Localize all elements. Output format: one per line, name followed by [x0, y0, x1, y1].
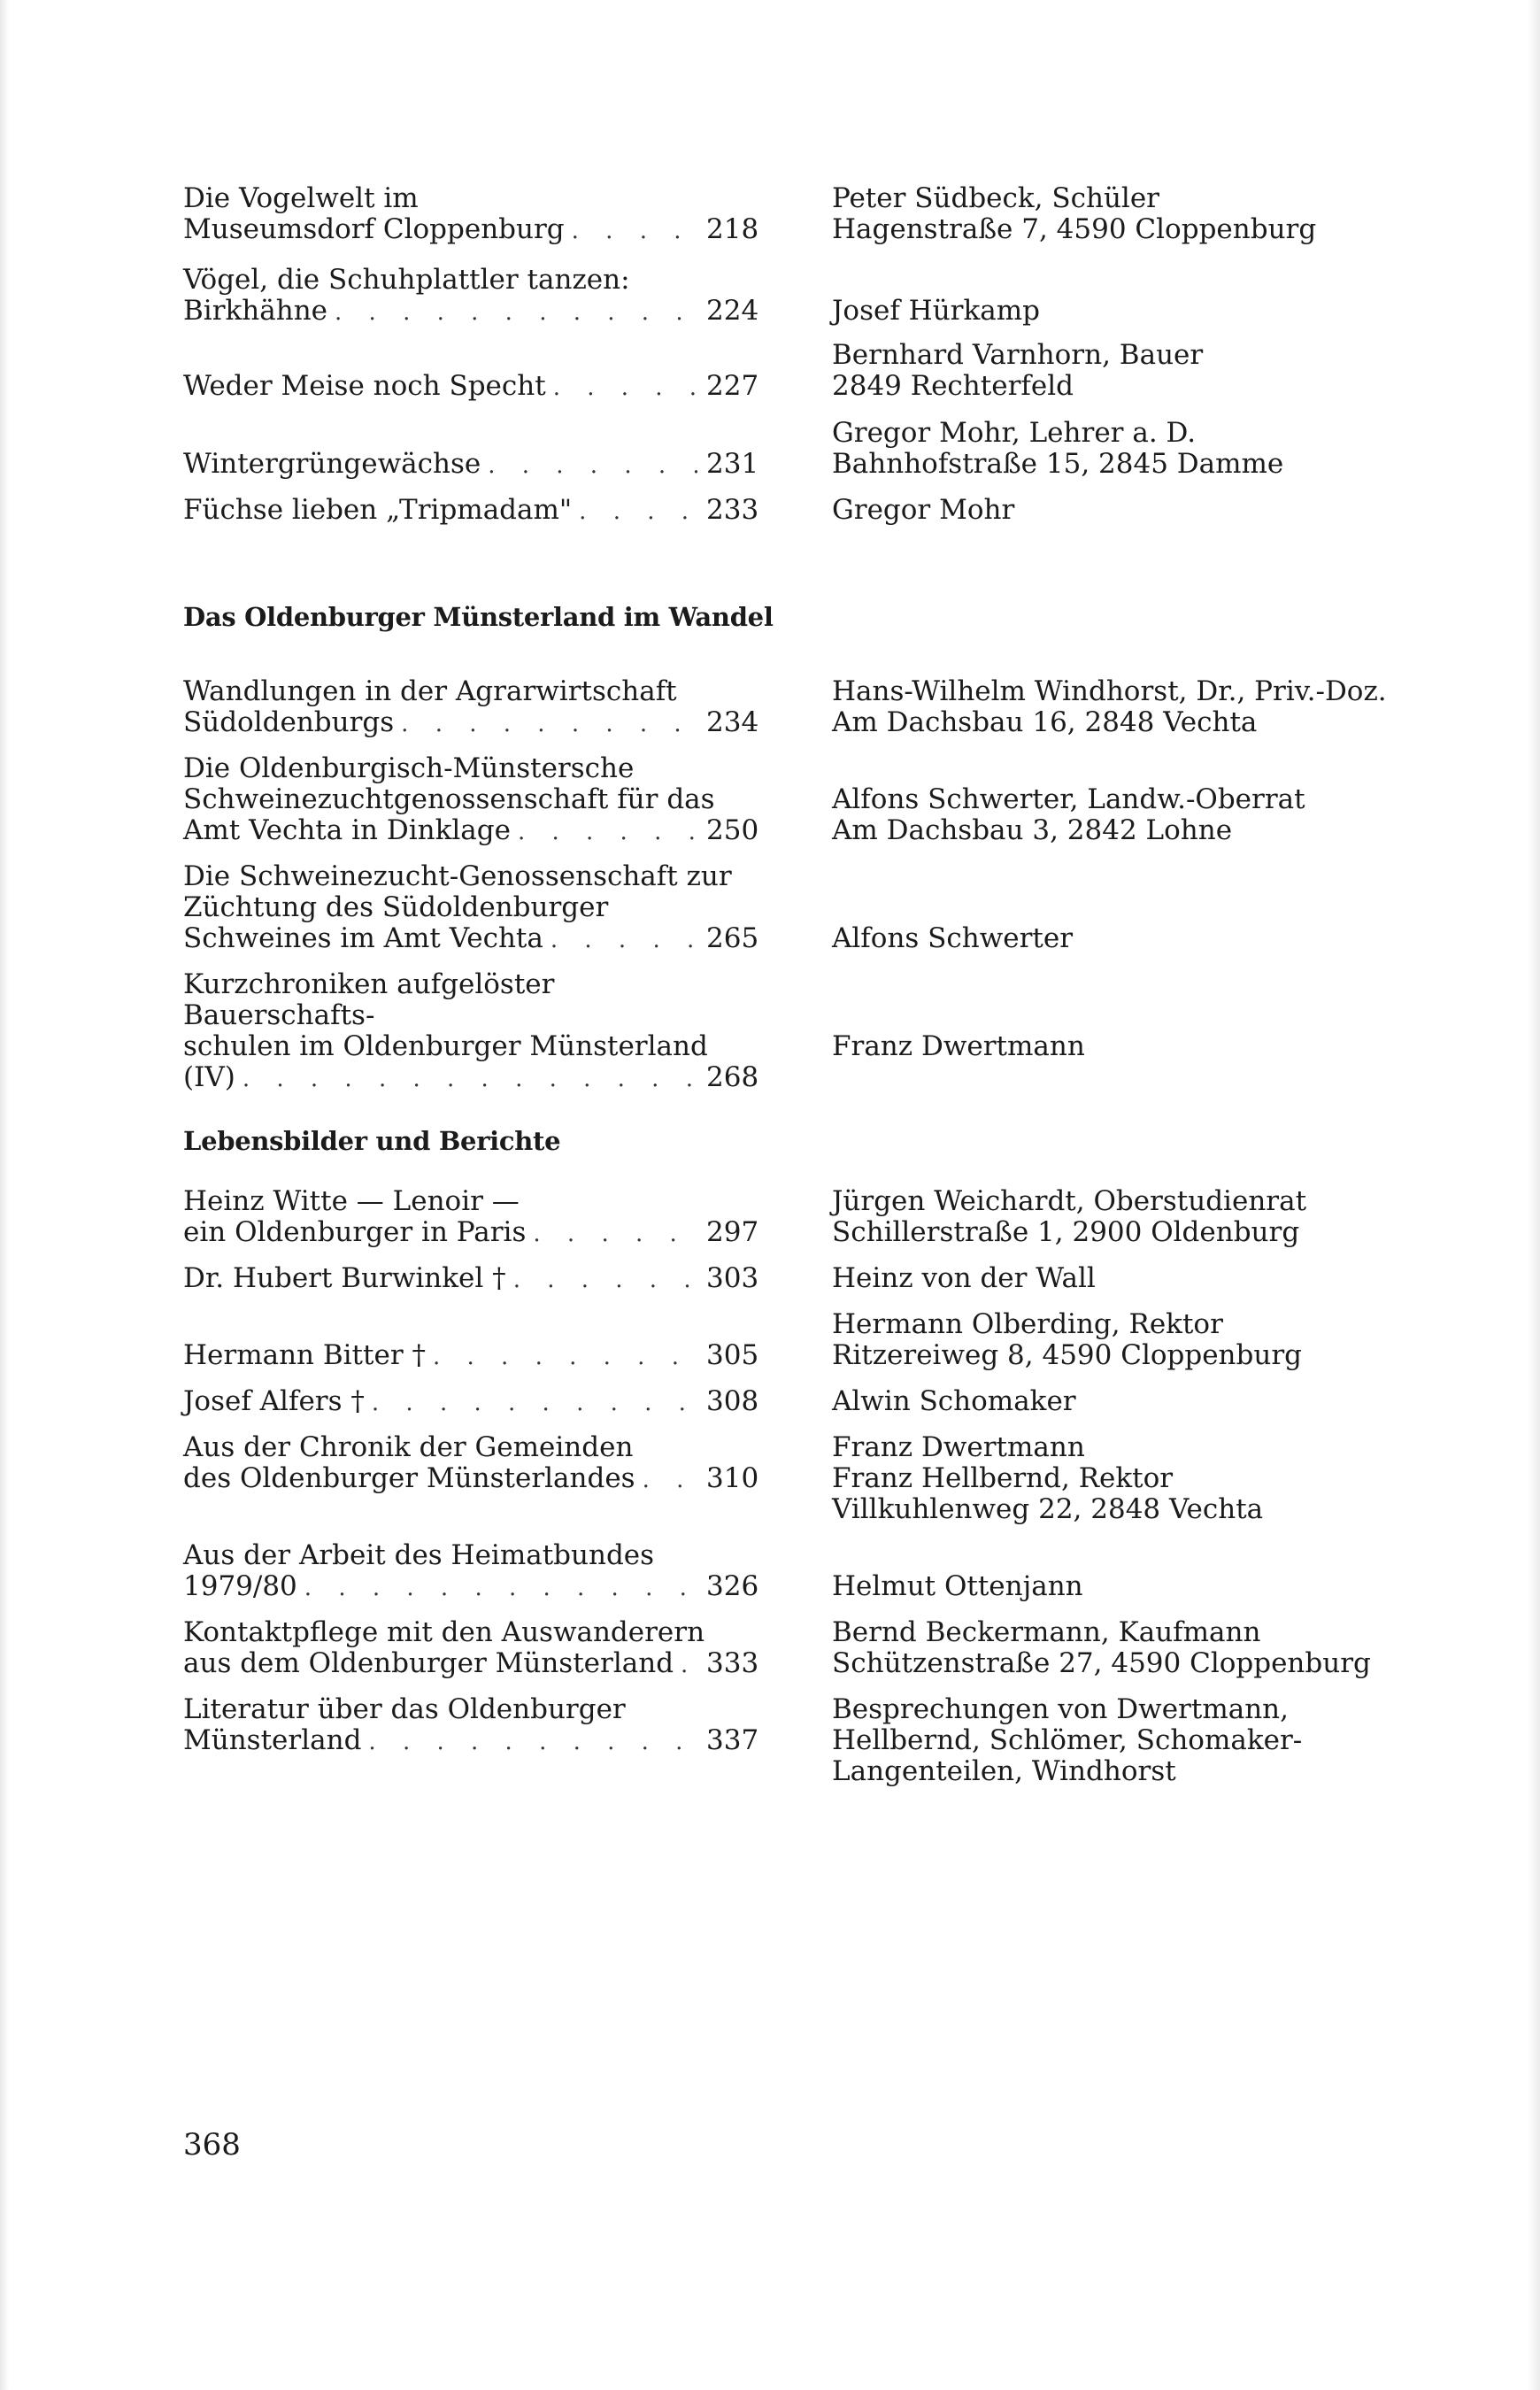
- page-ref: 337: [706, 1724, 759, 1756]
- author-line: Bernhard Varnhorn, Bauer: [832, 339, 1204, 371]
- author-line: Franz Hellbernd, Rektor: [832, 1462, 1174, 1494]
- page-ref: 305: [706, 1339, 759, 1371]
- author-line: Franz Dwertmann: [832, 1030, 1085, 1062]
- entry-author: [832, 183, 1443, 245]
- title-line: Züchtung des Südoldenburger: [183, 891, 609, 923]
- title-line: 1979/80: [183, 1570, 297, 1602]
- title-line: aus dem Oldenburger Münsterland: [183, 1647, 674, 1679]
- entry-title: [183, 1539, 759, 1604]
- entry-title: [183, 494, 759, 528]
- entry-title: [183, 1262, 759, 1296]
- leader-dots: [551, 925, 697, 956]
- author-line: Josef Hürkamp: [832, 295, 1040, 327]
- page-ref: 297: [706, 1216, 759, 1248]
- page-ref: 303: [706, 1262, 759, 1294]
- page-number: 368: [183, 2127, 241, 2163]
- leader-dots: [433, 1342, 697, 1373]
- author-line: Peter Südbeck, Schüler: [832, 182, 1159, 214]
- leader-dots: [335, 297, 697, 328]
- title-line: Museumsdorf Cloppenburg: [183, 213, 565, 245]
- author-line: Alwin Schomaker: [832, 1385, 1076, 1417]
- author-line: Am Dachsbau 16, 2848 Vechta: [832, 706, 1258, 738]
- page-ref: 227: [706, 370, 759, 402]
- title-line: Die Schweinezucht-Genossenschaft zur: [183, 860, 732, 892]
- page-edge-shadow: [0, 0, 9, 2390]
- title-line: Dr. Hubert Burwinkel †: [183, 1262, 506, 1294]
- title-line: Südoldenburgs: [183, 706, 395, 738]
- section-heading: Das Oldenburger Münsterland im Wandel: [183, 602, 774, 632]
- entry-title: [183, 675, 759, 740]
- author-line: Ritzereiweg 8, 4590 Cloppenburg: [832, 1339, 1302, 1371]
- entry-author: [832, 676, 1443, 738]
- entry-title: [183, 1185, 759, 1250]
- title-line: Schweines im Amt Vechta: [183, 922, 543, 954]
- entry-title: [183, 1339, 759, 1373]
- leader-dots: [372, 1388, 697, 1419]
- author-line: Schillerstraße 1, 2900 Oldenburg: [832, 1216, 1300, 1248]
- title-line: Aus der Chronik der Gemeinden: [183, 1431, 634, 1463]
- leader-dots: [681, 1650, 697, 1681]
- author-line: Villkuhlenweg 22, 2848 Vechta: [832, 1493, 1264, 1525]
- page-ref: 326: [706, 1570, 759, 1602]
- author-line: Langenteilen, Windhorst: [832, 1755, 1176, 1787]
- leader-dots: [518, 817, 697, 848]
- author-line: Gregor Mohr, Lehrer a. D.: [832, 417, 1197, 449]
- leader-dots: [304, 1573, 697, 1604]
- page-ref: 268: [706, 1061, 759, 1093]
- title-line: Hermann Bitter †: [183, 1339, 426, 1371]
- page-ref: 333: [706, 1647, 759, 1679]
- author-line: Heinz von der Wall: [832, 1262, 1096, 1294]
- entry-author: [832, 418, 1443, 480]
- title-line: Münsterland: [183, 1724, 362, 1756]
- page-ref: 310: [706, 1462, 759, 1494]
- leader-dots: [579, 497, 697, 528]
- author-line: Franz Dwertmann: [832, 1431, 1085, 1463]
- entry-author: [832, 923, 1443, 954]
- section-heading: Lebensbilder und Berichte: [183, 1126, 561, 1156]
- title-line: Literatur über das Oldenburger: [183, 1693, 626, 1725]
- leader-dots: [368, 1727, 697, 1758]
- author-line: 2849 Rechterfeld: [832, 370, 1074, 402]
- title-line: Die Oldenburgisch-Münstersche: [183, 752, 635, 784]
- author-line: Schützenstraße 27, 4590 Cloppenburg: [832, 1647, 1371, 1679]
- entry-title: [183, 1616, 759, 1681]
- author-line: Alfons Schwerter: [832, 922, 1074, 954]
- leader-dots: [533, 1219, 697, 1250]
- title-line: des Oldenburger Münsterlandes: [183, 1462, 635, 1494]
- title-line: Amt Vechta in Dinklage: [183, 814, 511, 846]
- page-ref: 224: [706, 295, 759, 327]
- entry-title: [183, 1693, 759, 1758]
- page-ref: 231: [706, 448, 759, 480]
- title-line: Heinz Witte — Lenoir —: [183, 1185, 520, 1217]
- entry-author: [832, 1263, 1443, 1294]
- page-ref: 265: [706, 922, 759, 954]
- title-line: Wandlungen in der Agrarwirtschaft: [183, 675, 677, 707]
- entry-author: [832, 1694, 1443, 1787]
- leader-dots: [243, 1064, 697, 1095]
- author-line: Hans-Wilhelm Windhorst, Dr., Priv.-Doz.: [832, 675, 1387, 707]
- entry-title: [183, 182, 759, 247]
- title-line: Füchse lieben „Tripmadam": [183, 494, 573, 526]
- entry-author: [832, 340, 1443, 402]
- title-line: schulen im Oldenburger Münsterland: [183, 1030, 708, 1062]
- page-ref: 308: [706, 1385, 759, 1417]
- entry-author: [832, 1617, 1443, 1679]
- page-ref: 233: [706, 494, 759, 526]
- page-ref: 234: [706, 706, 759, 738]
- author-line: Bahnhofstraße 15, 2845 Damme: [832, 448, 1284, 480]
- leader-dots: [572, 216, 697, 247]
- leader-dots: [401, 709, 697, 740]
- leader-dots: [488, 451, 697, 482]
- entry-author: [832, 1386, 1443, 1417]
- author-line: Hellbernd, Schlömer, Schomaker-: [832, 1724, 1303, 1756]
- title-line: Vögel, die Schuhplattler tanzen:: [183, 264, 630, 296]
- title-line: Kontaktpflege mit den Auswanderern: [183, 1616, 705, 1648]
- title-line: Die Vogelwelt im: [183, 182, 419, 214]
- author-line: Hermann Olberding, Rektor: [832, 1308, 1223, 1340]
- title-line: Birkhähne: [183, 295, 328, 327]
- title-line: Wintergrüngewächse: [183, 448, 481, 480]
- author-line: Alfons Schwerter, Landw.-Oberrat: [832, 783, 1305, 815]
- author-line: Hagenstraße 7, 4590 Cloppenburg: [832, 213, 1317, 245]
- entry-author: [832, 495, 1443, 526]
- entry-author: [832, 1309, 1443, 1371]
- entry-author: [832, 1571, 1443, 1602]
- entry-title: [183, 860, 759, 956]
- title-line: ein Oldenburger in Paris: [183, 1216, 527, 1248]
- entry-title: [183, 264, 759, 328]
- author-line: Am Dachsbau 3, 2842 Lohne: [832, 814, 1233, 846]
- leader-dots: [513, 1265, 697, 1296]
- author-line: Helmut Ottenjann: [832, 1570, 1083, 1602]
- entry-author: [832, 784, 1443, 846]
- entry-title: [183, 1431, 759, 1496]
- entry-author: [832, 1186, 1443, 1248]
- entry-title: [183, 448, 759, 482]
- title-line: Weder Meise noch Specht: [183, 370, 546, 402]
- author-line: Bernd Beckermann, Kaufmann: [832, 1616, 1261, 1648]
- entry-title: [183, 752, 759, 848]
- title-line: Aus der Arbeit des Heimatbundes: [183, 1539, 655, 1571]
- entry-title: [183, 968, 759, 1095]
- author-line: Jürgen Weichardt, Oberstudienrat: [832, 1185, 1307, 1217]
- title-line: Schweinezuchtgenossenschaft für das: [183, 783, 715, 815]
- entry-author: [832, 1031, 1443, 1062]
- page-ref: 250: [706, 814, 759, 846]
- entry-author: [832, 296, 1443, 327]
- title-line: Kurzchroniken aufgelöster Bauerschafts-: [183, 968, 555, 1031]
- leader-dots: [643, 1465, 697, 1496]
- title-line: Josef Alfers †: [183, 1385, 365, 1417]
- title-line: (IV): [183, 1061, 235, 1093]
- leader-dots: [553, 373, 697, 404]
- entry-title: [183, 1385, 759, 1419]
- page-edge-shadow-right: [1528, 0, 1540, 2390]
- author-line: Gregor Mohr: [832, 494, 1015, 526]
- page-ref: 218: [706, 213, 759, 245]
- author-line: Besprechungen von Dwertmann,: [832, 1693, 1289, 1725]
- entry-author: [832, 1432, 1443, 1525]
- entry-title: [183, 370, 759, 404]
